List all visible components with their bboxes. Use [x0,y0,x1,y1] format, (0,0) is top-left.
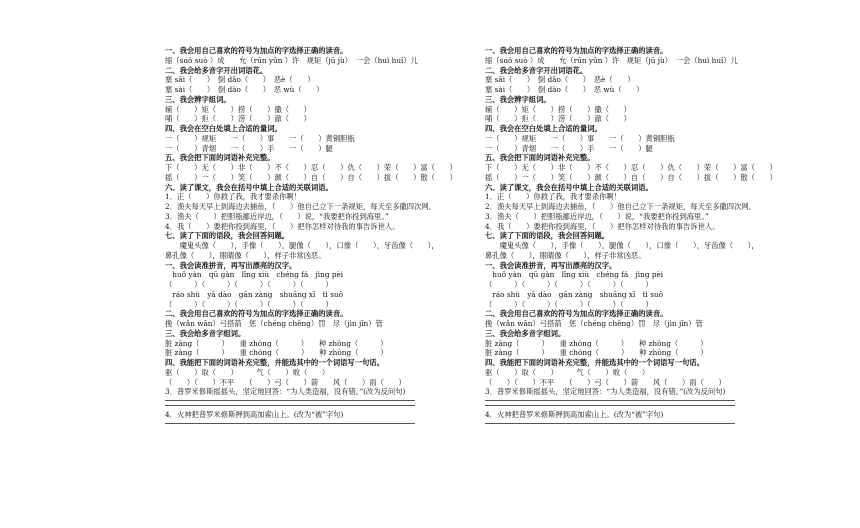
question-line: 鼻孔像（ ），眼睛像（ ），样子非常凶恶。 [485,250,646,260]
question-line: 辅（ ）矩（ ）捞（ ）撒（ ） [165,104,311,114]
answer-line [165,423,415,424]
question-line: 3．渔夫（ ）把胆瓶挪近岸边，（ ）说，“我要把你投到海里。” [165,211,389,221]
section-heading: 二、我会给多音字开出词语花。 [485,65,588,75]
question-line: （ ）（ ）（ ）（ ）（ ） [485,280,653,289]
section-heading: 四、我会在空白处填上合适的量词。 [165,124,282,133]
question-line: 塞 sài（ ） 倒 dào（ ） 恶 wù（ ） [485,85,644,94]
worksheet-column-left [165,46,457,428]
section-heading: 二、我会用自己喜欢的符号为加点的字选择正确的读音。 [485,309,668,319]
section-heading: 六、读了课文，我会在括号中填上合适的关联词语。 [485,182,653,192]
answer-line [165,400,415,401]
section-heading: 三、我会辨字组词。 [165,94,231,104]
question-line: 哺（ ）拒（ ）涝（ ）澈（ ） [485,114,631,124]
question-line: 4．我（ ）要把你投到海里，（ ）把你怎样对待我的事告诉世人。 [165,221,400,231]
section-heading: 三、我会给多音字组词。 [165,328,246,338]
section-heading: 一、我会读准拼音，再写出漂亮的汉字。 [485,260,617,270]
question-line: 3．渔夫（ ）把胆瓶挪近岸边，（ ）说，“我要把你投到海里。” [485,211,709,221]
question-line: 4．我（ ）要把你投到海里，（ ）把你怎样对待我的事告诉世人。 [485,221,720,231]
question-line: 驱（ ）取（ ） 气（ ）败（ ） [485,367,650,377]
question-line: 1．正（ ）你救了我，我才要杀你啊！ [485,192,621,202]
question-line: 一（ ）青烟 一（ ）手 一（ ）腿 [165,143,333,153]
answer-line [485,405,735,406]
section-heading: 七、读了下面的语段，我会回答问题。 [165,231,290,241]
question-line: 挽（wǎn wān）弓搭箭 惩（chéng chěng）罚 尽（jìn jǐn）管 [485,319,703,328]
question-line: 脏 zàng（ ） 重 chóng（ ） 种 zhòng（ ） [165,348,388,358]
section-heading: 一、我会用自己喜欢的符号为加点的字选择正确的读音。 [165,46,348,55]
section-heading: 一、我会读准拼音，再写出漂亮的汉字。 [165,260,297,270]
section-heading: 五、我会把下面的词语补充完整。 [165,153,275,163]
section-heading: 五、我会把下面的词语补充完整。 [485,153,595,163]
question-line: 脏 zāng（ ） 重 zhòng（ ） 种 zhǒng（ ） [485,338,708,348]
section-heading: 二、我会给多音字开出词语花。 [165,65,268,75]
section-heading: 四、我会在空白处填上合适的量词。 [485,124,602,133]
question-line: 塞 sāi（ ） 倒 dǎo（ ） 恶è（ ） [165,75,315,85]
question-line: huǒ yàn qū gàn lǐng xiù chéng fá jìng pèi [485,270,664,280]
question-line: 塞 sāi（ ） 倒 dǎo（ ） 恶è（ ） [485,75,635,85]
question-line: 缩（suō suò ）成 允（rūn yǔn ）许 规矩（jǔ jù） 一会（huì huǐ）儿 [165,55,418,65]
section-heading: 六、读了课文，我会在括号中填上合适的关联词语。 [165,182,333,192]
answer-line [165,405,415,406]
section-heading: 四、我能把下面的词语补充完整，并能选其中的一个词语写一句话。 [165,358,384,367]
question-line: 鼻孔像（ ），眼睛像（ ），样子非常凶恶。 [165,250,326,260]
question-line: 1．正（ ）你救了我，我才要杀你啊！ [165,192,301,202]
answer-line [485,423,735,424]
section-heading: 四、我能把下面的词语补充完整，并能选其中的一个词语写一句话。 [485,358,704,367]
question-line: 4．火神把普罗米修斯押到高加索山上。(改为“被”字句) [485,410,664,419]
question-line: 2．渔夫每天早上到海边去捕鱼，（ ）他自己立下一条规矩，每天至多撒四次网。 [165,202,436,211]
question-line: （ ）（ ）（ ）（ ）（ ） [165,299,333,309]
question-line: 驱（ ）取（ ） 气（ ）败（ ） [165,367,330,377]
question-line: 下（ ）无（ ）非（ ）不（ ）忍（ ）仇（ ）荣（ ）富（ ） [485,163,777,172]
question-line: 脏 zàng（ ） 重 chóng（ ） 种 zhòng（ ） [485,348,708,358]
question-line: 魔鬼头像（ ），手像（ ），腿像（ ），口像（ ），牙齿像（ ）， [485,241,759,250]
question-line: 摇（ ）一（ ）笑（ ）颜（ ）自（ ）自（ ）拔（ ）散（ ） [165,172,457,182]
answer-line [485,400,735,401]
question-line: （ ）（ ）不平 （ ）弓（ ）箭 风（ ）雨（ ） [165,377,406,387]
question-line: 一（ ）规矩 一（ ）事 一（ ）黄铜胆瓶 [485,133,675,143]
question-line: 4．火神把普罗米修斯押到高加索山上。(改为“被”字句) [165,410,344,419]
section-heading: 三、我会辨字组词。 [485,94,551,104]
section-heading: 二、我会用自己喜欢的符号为加点的字选择正确的读音。 [165,309,348,319]
worksheet-column-right [485,46,777,428]
question-line: 挽（wǎn wān）弓搭箭 惩（chéng chěng）罚 尽（jìn jǐn）管 [165,319,383,328]
question-line: 一（ ）青烟 一（ ）手 一（ ）腿 [485,143,653,153]
question-line: ráo shù yā dào gān zàng shuāng xī tì suō [485,289,664,299]
question-line: 哺（ ）拒（ ）涝（ ）澈（ ） [165,114,311,124]
question-line: 一（ ）规矩 一（ ）事 一（ ）黄铜胆瓶 [165,133,355,143]
question-line: huǒ yàn qū gàn lǐng xiù chéng fá jìng pèi [165,270,344,280]
question-line: 摇（ ）一（ ）笑（ ）颜（ ）自（ ）自（ ）拔（ ）散（ ） [485,172,777,182]
section-heading: 三、我会给多音字组词。 [485,328,566,338]
question-line: ráo shù yā dào gān zàng shuāng xī tì suō [165,289,344,299]
question-line: 缩（suō suò ）成 允（rūn yǔn ）许 规矩（jǔ jù） 一会（huì huǐ）儿 [485,55,738,65]
question-line: 魔鬼头像（ ），手像（ ），腿像（ ），口像（ ），牙齿像（ ）， [165,241,439,250]
question-line: 2．渔夫每天早上到海边去捕鱼，（ ）他自己立下一条规矩，每天至多撒四次网。 [485,202,756,211]
question-line: 脏 zāng（ ） 重 zhòng（ ） 种 zhǒng（ ） [165,338,388,348]
question-line: （ ）（ ）（ ）（ ）（ ） [485,299,653,309]
question-line: 塞 sài（ ） 倒 dào（ ） 恶 wù（ ） [165,85,324,94]
section-heading: 七、读了下面的语段，我会回答问题。 [485,231,610,241]
question-line: 3．普罗米修斯摇摇头，坚定地回答：“为人类造福，没有错。”(改为反问句) [485,387,726,397]
question-line: （ ）（ ）不平 （ ）弓（ ）箭 风（ ）雨（ ） [485,377,726,387]
question-line: 辅（ ）矩（ ）捞（ ）撒（ ） [485,104,631,114]
question-line: （ ）（ ）（ ）（ ）（ ） [165,280,333,289]
section-heading: 一、我会用自己喜欢的符号为加点的字选择正确的读音。 [485,46,668,55]
question-line: 3．普罗米修斯摇摇头，坚定地回答：“为人类造福，没有错。”(改为反问句) [165,387,406,397]
question-line: 下（ ）无（ ）非（ ）不（ ）忍（ ）仇（ ）荣（ ）富（ ） [165,163,457,172]
